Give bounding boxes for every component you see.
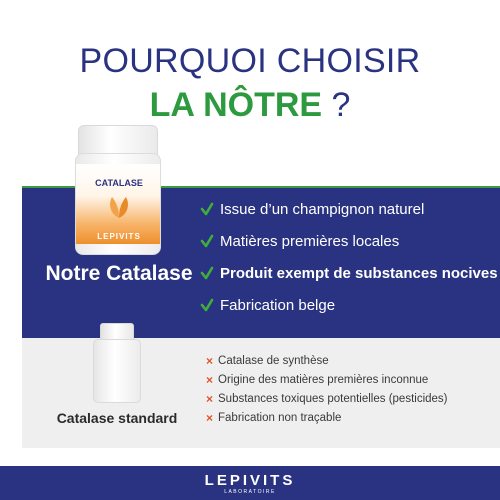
drawback-item [206,371,428,389]
feature-text: Fabrication belge [220,296,336,314]
cross-icon: × [206,411,214,425]
feature-item [200,198,424,220]
drawback-text: Catalase de synthèse [218,355,329,367]
check-leaf-icon [200,234,214,248]
feature-item [200,230,399,252]
generic-bottle [93,339,141,403]
drawback-text: Origine des matières premières inconnue [218,374,429,386]
check-leaf-icon [200,202,214,216]
feature-item [200,262,498,284]
cross-icon: × [206,373,214,387]
drawback-item [206,390,448,408]
check-leaf-icon [200,298,214,312]
drawback-text: Substances toxiques potentielles (pesticides) [218,393,448,405]
page-title-line1: POURQUOI CHOISIR [79,42,421,80]
footer-brand-subtitle: LABORATOIRE [224,489,276,495]
page-title-line2 [0,86,500,125]
title-highlight: LA NÔTRE [149,86,323,124]
drawback-item [206,409,341,427]
feature-text: Matières premières locales [220,232,400,250]
feature-text: Produit exempt de substances nocives [220,264,498,282]
leaf-icon [104,194,134,220]
cross-icon: × [206,354,214,368]
our-product-label: Notre Catalase [45,262,193,285]
drawback-text: Fabrication non traçable [218,412,342,424]
cross-icon: × [206,392,214,406]
product-bottle-cap [78,125,158,155]
title-question-mark: ? [322,86,351,124]
bottle-product-name: CATALASE [95,178,143,188]
feature-item [200,294,335,316]
product-bottle [75,153,161,255]
drawback-item [206,352,329,370]
check-leaf-icon [200,266,214,280]
standard-product-label: Catalase standard [56,410,178,426]
feature-text: Issue d’un champignon naturel [220,200,425,218]
footer-brand-logo: LEPIVITS [204,472,296,489]
bottle-brand: LEPIVITS [97,232,141,241]
